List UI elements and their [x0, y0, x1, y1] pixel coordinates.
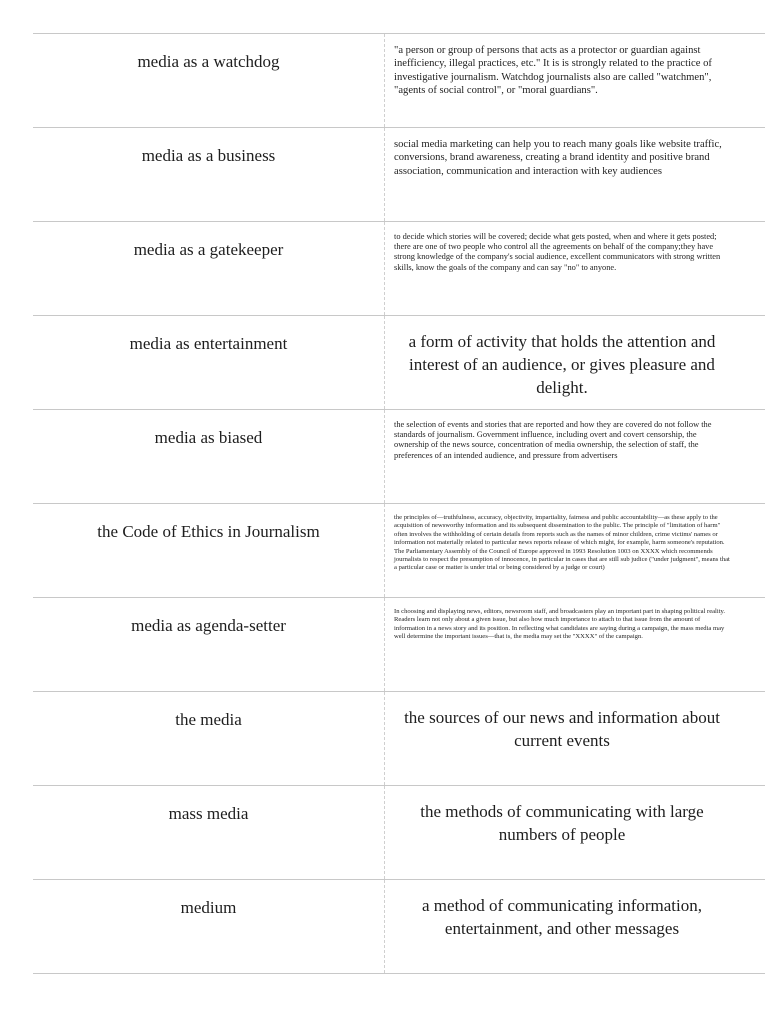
- card-row: [33, 409, 765, 503]
- card-term: media as biased: [154, 428, 263, 447]
- fold-line: [384, 504, 385, 597]
- card-row: [33, 221, 765, 315]
- card-definition: the selection of events and stories that are reported and how they are covered do not follow the standards of journalism. Government influence, including overt and covert censorship, the ownership of the news source, concentration of media ownership, the selection of staff, the preferences of an intended audience, and pressure from advertisers: [394, 420, 712, 460]
- card-definition: the sources of our news and information about current events: [404, 708, 720, 750]
- card-row: [33, 315, 765, 409]
- card-row: [33, 879, 765, 974]
- card-definition: social media marketing can help you to reach many goals like website traffic, conversions, brand awareness, creating a brand identity and positive brand association, communication and interaction with key audiences: [394, 139, 722, 177]
- card-term: media as agenda-setter: [131, 616, 286, 635]
- card-row: [33, 503, 765, 597]
- fold-line: [384, 786, 385, 879]
- card-row: [33, 127, 765, 221]
- fold-line: [384, 316, 385, 409]
- card-row: [33, 691, 765, 785]
- card-row: [33, 597, 765, 691]
- card-term: media as a business: [141, 146, 276, 165]
- card-term: mass media: [168, 804, 249, 823]
- card-term: medium: [180, 898, 237, 917]
- card-definition: to decide which stories will be covered; decide what gets posted, when and where it gets posted; there are one of two people who control all the agreements on behalf of the company;they have strong knowledge of the company's social audience, excellent communicators with strong written skills, know the goals of the company and can say "no" to anyone.: [394, 232, 721, 272]
- card-definition: the methods of communicating with large numbers of people: [420, 802, 704, 844]
- card-definition: a form of activity that holds the attention and interest of an audience, or gives pleasure and delight.: [408, 332, 716, 397]
- card-definition: the principles of—truthfulness, accuracy, objectivity, impartiality, fairness and public accountability—as these apply to the acquisition of newsworthy information and its subsequent dissemination to the public. The principle of "limitation of harm" often involves the withholding of certain details from reports such as the names of minor children, crime victims' names or information not materially related to particular news reports release of which might, for example, harm someone's reputation. The Parliamentary Assembly of the Council of Europe approved in 1993 Resolution 1003 on XXXX which recommends journalists to respect the presumption of innocence, in particular in cases that are still sub judice ("under judgment", means that a particular case or matter is under trial or being considered by a judge or court): [394, 514, 730, 572]
- card-term: the Code of Ethics in Journalism: [97, 522, 320, 541]
- card-term: media as entertainment: [129, 334, 288, 353]
- card-row: [33, 785, 765, 879]
- card-definition: In choosing and displaying news, editors, newsroom staff, and broadcasters play an important part in shaping political reality. Readers learn not only about a given issue, but also how much importance to attach to that issue from the amount of information in a news story and its position. In reflecting what candidates are saying during a campaign, the mass media may well determine the important issues—that is, the media may set the "XXXX" of the campaign.: [394, 608, 726, 641]
- fold-line: [384, 128, 385, 221]
- fold-line: [384, 692, 385, 785]
- fold-line: [384, 34, 385, 127]
- fold-line: [384, 222, 385, 315]
- fold-line: [384, 598, 385, 691]
- card-term: the media: [175, 710, 242, 729]
- card-row: [33, 33, 765, 127]
- flashcard-sheet: [33, 33, 765, 974]
- fold-line: [384, 880, 385, 973]
- card-definition: a method of communicating information, entertainment, and other messages: [422, 896, 702, 938]
- card-definition: "a person or group of persons that acts as a protector or guardian against inefficiency, illegal practices, etc." It is is strongly related to the practice of investigative journalism. Watchdog journalists also are called "watchmen", "agents of social control", or "moral guardians".: [394, 45, 712, 97]
- fold-line: [384, 410, 385, 503]
- card-term: media as a watchdog: [137, 52, 280, 71]
- card-term: media as a gatekeeper: [133, 240, 284, 259]
